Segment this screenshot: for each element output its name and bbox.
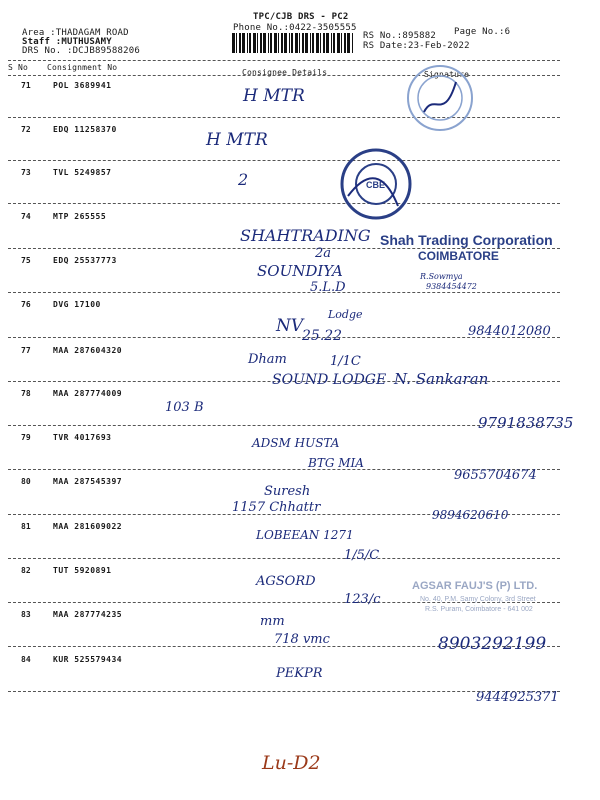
agsar-stamp-address: No. 40, P.M. Samy Colony, 3rd Street: [420, 596, 536, 603]
row-consignment: MAA 287774235: [53, 610, 123, 619]
row-sno: 73: [21, 168, 31, 177]
row-divider: [8, 203, 560, 204]
handwritten-note: 718 vmc: [274, 632, 330, 647]
handwritten-consignee: ADSM HUSTA: [252, 436, 340, 450]
barcode: [230, 33, 358, 55]
handwritten-note: 2a: [315, 246, 332, 261]
page-number: Page No.:6: [454, 27, 511, 37]
handwritten-consignee: SOUNDIYA: [257, 262, 343, 280]
staff-label: Staff :MUTHUSAMY: [22, 37, 112, 47]
round-stamp-shah: [338, 146, 414, 222]
rs-date: RS Date:23-Feb-2022: [363, 41, 470, 51]
row-consignment: TUT 5920891: [53, 566, 112, 575]
shah-city-stamp: COIMBATORE: [418, 249, 499, 263]
row-sno: 77: [21, 346, 31, 355]
row-consignment: EDQ 11258370: [53, 125, 117, 134]
handwritten-phone: 9791838735: [478, 414, 574, 432]
row-consignment: TVR 4017693: [53, 433, 112, 442]
handwritten-note: 1/5/C: [344, 548, 380, 563]
handwritten-footer-note: Lu-D2: [262, 752, 321, 774]
handwritten-consignee: NV: [276, 316, 304, 336]
col-consignee-header: Consignee Details: [242, 68, 328, 77]
handwritten-note: BTG MIA: [308, 456, 364, 470]
handwritten-consignee: SHAHTRADING: [240, 226, 371, 245]
handwritten-consignee: LOBEEAN 1271: [256, 528, 354, 542]
handwritten-signature: R.Sowmya: [420, 272, 463, 281]
handwritten-note: Lodge: [328, 308, 363, 321]
row-sno: 72: [21, 125, 31, 134]
col-consignment-header: Consignment No: [47, 63, 118, 72]
row-sno: 83: [21, 610, 31, 619]
row-consignment: MTP 265555: [53, 212, 107, 221]
handwritten-phone: 9894620610: [432, 508, 509, 522]
row-consignment: EDQ 25537773: [53, 256, 117, 265]
row-consignment: MAA 287604320: [53, 346, 123, 355]
handwritten-consignee: 1157 Chhattr: [232, 500, 321, 515]
row-consignment: KUR 525579434: [53, 655, 123, 664]
row-sno: 78: [21, 389, 31, 398]
handwritten-phone: 9444925371: [476, 690, 559, 705]
row-consignment: POL 3689941: [53, 81, 112, 90]
phone-number: Phone No.:0422-3505555: [233, 23, 357, 33]
row-sno: 82: [21, 566, 31, 575]
handwritten-consignee: Suresh: [264, 484, 311, 499]
handwritten-consignee: PEKPR: [276, 666, 323, 681]
area-label: Area :THADAGAM ROAD: [22, 28, 129, 38]
row-consignment: MAA 287774009: [53, 389, 123, 398]
handwritten-phone: 9844012080: [468, 324, 551, 339]
row-consignment: TVL 5249857: [53, 168, 112, 177]
col-sno-header: S No: [8, 63, 29, 72]
handwritten-consignee: AGSORD: [256, 574, 316, 589]
handwritten-note: 5.L.D: [310, 280, 346, 295]
handwritten-note: 1/1C: [330, 354, 361, 369]
handwritten-phone: 9384454472: [426, 282, 477, 291]
handwritten-consignee: 2: [238, 170, 249, 189]
drs-number: DRS No. :DCJB89588206: [22, 46, 140, 56]
svg-text:CBE: CBE: [366, 180, 386, 190]
handwritten-note: 25.22: [302, 328, 343, 344]
document-title: TPC/CJB DRS - PC2: [253, 12, 349, 22]
row-consignment: DVG 17100: [53, 300, 101, 309]
rs-number: RS No.:895882: [363, 31, 437, 41]
row-divider: [8, 160, 560, 161]
shah-trading-stamp: Shah Trading Corporation: [380, 232, 553, 248]
header-divider-bottom: [8, 75, 560, 76]
row-sno: 80: [21, 477, 31, 486]
round-stamp-top: [404, 62, 476, 134]
row-sno: 75: [21, 256, 31, 265]
handwritten-consignee: 103 B: [165, 400, 204, 415]
row-divider: [8, 558, 560, 559]
handwritten-consignee: H MTR: [243, 86, 305, 106]
row-consignment: MAA 281609022: [53, 522, 123, 531]
row-consignment: MAA 287545397: [53, 477, 123, 486]
handwritten-phone: 8903292199: [438, 634, 547, 654]
row-sno: 81: [21, 522, 31, 531]
handwritten-consignee: Dham: [248, 352, 287, 367]
handwritten-signature: N. Sankaran: [394, 370, 489, 388]
row-sno: 79: [21, 433, 31, 442]
agsar-stamp-name: AGSAR FAUJ'S (P) LTD.: [412, 580, 538, 592]
handwritten-consignee: H MTR: [206, 130, 268, 150]
row-divider: [8, 292, 560, 293]
handwritten-consignee: mm: [260, 614, 285, 629]
agsar-stamp-address2: R.S. Puram, Coimbatore - 641 002: [425, 606, 533, 613]
header-divider-top: [8, 60, 560, 61]
row-sno: 76: [21, 300, 31, 309]
handwritten-phone: 9655704674: [454, 468, 537, 483]
row-sno: 71: [21, 81, 31, 90]
row-divider: [8, 117, 560, 118]
row-sno: 74: [21, 212, 31, 221]
handwritten-note: 123/c: [344, 592, 381, 607]
col-signature-header: Signature: [424, 70, 470, 79]
row-sno: 84: [21, 655, 31, 664]
handwritten-consignee: SOUND LODGE: [272, 372, 387, 388]
